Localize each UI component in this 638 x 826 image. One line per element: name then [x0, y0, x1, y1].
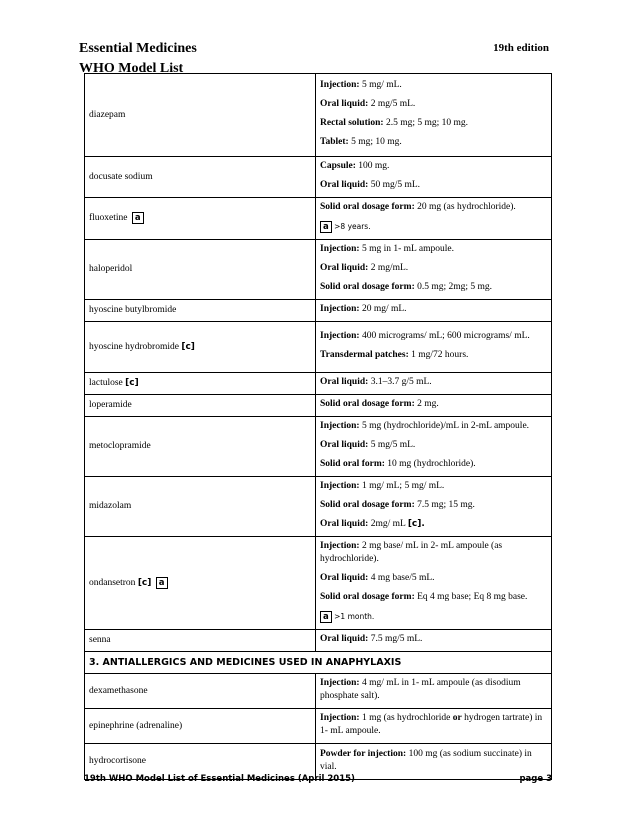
dosage-form-strength: 2 mg base/ mL in 2- mL ampoule (as hydrochloride). — [320, 541, 503, 564]
dosage-form-strength: 4 mg base/5 mL. — [368, 573, 435, 583]
age-restriction-badge: a — [132, 212, 144, 224]
table-row — [85, 630, 552, 652]
dosage-form — [320, 346, 547, 365]
dosage-form-label: Transdermal patches: — [320, 350, 409, 360]
dosage-form-strength: 20 mg (as hydrochloride). — [414, 202, 516, 212]
dosage-form — [320, 436, 547, 455]
table-row — [85, 373, 552, 395]
table-row — [85, 709, 552, 744]
medicine-name-cell — [85, 630, 316, 652]
complementary-list-marker: [c] — [125, 378, 139, 388]
age-restriction-note: >8 years. — [331, 222, 371, 231]
medicine-name: docusate sodium — [89, 171, 153, 182]
table-row — [85, 157, 552, 198]
dosage-forms-cell — [316, 300, 552, 322]
dosage-form-label: Injection: — [320, 421, 360, 431]
dosage-form-strength: 2mg/ mL — [368, 519, 408, 529]
table-row — [85, 240, 552, 300]
age-restriction-badge: a — [156, 577, 168, 589]
medicine-name-cell — [85, 674, 316, 709]
dosage-forms-cell — [316, 198, 552, 240]
medicine-name-cell — [85, 477, 316, 537]
dosage-form-label: Tablet: — [320, 137, 349, 147]
dosage-forms-cell — [316, 477, 552, 537]
table-row — [85, 300, 552, 322]
dosage-form — [320, 133, 547, 152]
dosage-form-label: Injection: — [320, 481, 360, 491]
dosage-form — [320, 588, 547, 607]
dosage-form — [320, 515, 547, 534]
dosage-form-label: Capsule: — [320, 161, 356, 171]
dosage-form-label: Solid oral dosage form: — [320, 202, 415, 212]
document-subtitle: WHO Model List — [79, 61, 184, 76]
medicine-name-cell — [85, 395, 316, 417]
medicine-name-cell — [85, 537, 316, 630]
medicine-name: fluoxetine — [89, 213, 128, 223]
dosage-form-strength: 2.5 mg; 5 mg; 10 mg. — [383, 118, 469, 128]
dosage-form — [320, 95, 547, 114]
dosage-form-strength: 1 mg (as hydrochloride — [359, 713, 453, 723]
dosage-form — [320, 242, 547, 259]
dosage-form-strength: 100 mg. — [355, 161, 390, 171]
dosage-form-strength: 2 mg. — [414, 399, 439, 409]
dosage-form-label: Injection: — [320, 304, 360, 314]
age-restriction-badge: a — [320, 221, 332, 233]
dosage-form — [320, 632, 547, 649]
page-footer — [84, 774, 552, 784]
complementary-list-marker: [c]. — [407, 519, 425, 529]
dosage-forms-cell — [316, 674, 552, 709]
dosage-form — [320, 607, 547, 627]
dosage-forms-cell — [316, 157, 552, 198]
dosage-forms-cell — [316, 74, 552, 157]
medicine-name-cell — [85, 373, 316, 395]
dosage-form-label: Injection: — [320, 80, 360, 90]
dosage-form-strength: 5 mg/5 mL. — [368, 440, 416, 450]
dosage-form-strength: 100 mg (as sodium succinate) in vial. — [320, 748, 532, 772]
dosage-forms-cell — [316, 630, 552, 652]
dosage-form-label: Injection: — [320, 678, 360, 688]
medicine-name-cell — [85, 417, 316, 477]
dosage-form — [320, 711, 547, 741]
medicine-name-cell — [85, 300, 316, 322]
dosage-forms-cell — [316, 373, 552, 395]
dosage-form — [320, 676, 547, 706]
medicine-name: metoclopramide — [89, 441, 151, 451]
dosage-form-label: Injection: — [320, 713, 360, 723]
dosage-form-strength: 4 mg/ mL in 1- mL ampoule (as disodium phosphate salt). — [320, 678, 521, 701]
age-restriction-note: >1 month. — [331, 612, 375, 621]
dosage-forms-cell — [316, 395, 552, 417]
dosage-form — [320, 176, 547, 195]
dosage-form-label: Oral liquid: — [320, 99, 369, 109]
dosage-form-label: Oral liquid: — [320, 377, 369, 387]
dosage-form — [320, 159, 547, 176]
medicine-name-cell — [85, 709, 316, 744]
medicine-name: lactulose — [89, 378, 123, 388]
dosage-form — [320, 747, 547, 777]
table-row — [85, 417, 552, 477]
dosage-form-strength: 400 micrograms/ mL; 600 micrograms/ mL. — [359, 331, 530, 341]
dosage-form-label: Oral liquid: — [320, 634, 369, 644]
dosage-form-label: Injection: — [320, 331, 360, 341]
footer-title: 19th WHO Model List of Essential Medicines (April 2015) — [84, 774, 355, 784]
dosage-forms-cell — [316, 322, 552, 373]
section-heading: 3. ANTIALLERGICS AND MEDICINES USED IN ANAPHYLAXIS — [85, 652, 552, 674]
dosage-form-label: Solid oral dosage form: — [320, 282, 415, 292]
dosage-forms-cell — [316, 240, 552, 300]
dosage-form — [320, 329, 547, 346]
medicine-name: hydrocortisone — [89, 756, 146, 766]
dosage-form — [320, 200, 547, 217]
dosage-form-label: Solid oral dosage form: — [320, 399, 415, 409]
dosage-form-label: Solid oral form: — [320, 459, 385, 469]
dosage-form — [320, 479, 547, 496]
age-restriction-badge: a — [320, 611, 332, 623]
dosage-form-label: Oral liquid: — [320, 180, 369, 190]
dosage-form-strength: Eq 4 mg base; Eq 8 mg base. — [414, 592, 528, 602]
dosage-form-strength: 5 mg/ mL. — [359, 80, 402, 90]
dosage-form-strength: 50 mg/5 mL. — [368, 180, 421, 190]
dosage-form — [320, 496, 547, 515]
dosage-form — [320, 419, 547, 436]
medicine-name: midazolam — [89, 501, 132, 511]
dosage-forms-cell — [316, 417, 552, 477]
dosage-form-label: Powder for injection: — [320, 748, 407, 759]
medicine-name-cell — [85, 322, 316, 373]
medicine-name: diazepam — [89, 109, 126, 120]
table-row — [85, 395, 552, 417]
medicine-name: hyoscine butylbromide — [89, 305, 177, 315]
dosage-form-label: Injection: — [320, 244, 360, 254]
dosage-form — [320, 259, 547, 278]
table-row — [85, 477, 552, 537]
complementary-list-marker: [c] — [137, 577, 152, 588]
dosage-form-strength: 2 mg/5 mL. — [368, 99, 416, 109]
complementary-list-marker: [c] — [181, 341, 195, 352]
medicine-name-cell — [85, 198, 316, 240]
dosage-form — [320, 569, 547, 588]
edition-label: 19th edition — [493, 42, 549, 54]
medicine-name-cell — [85, 240, 316, 300]
dosage-form — [320, 455, 547, 474]
dosage-form-strength: hydrogen tartrate) in 1- mL ampoule. — [320, 713, 543, 736]
section-row — [85, 652, 552, 674]
dosage-form-label: Injection: — [320, 541, 360, 551]
dosage-form-label: Oral liquid: — [320, 519, 369, 529]
dosage-form-strength: 1 mg/72 hours. — [408, 350, 469, 360]
dosage-form-strength: 2 mg/mL. — [368, 263, 409, 273]
medicine-name: dexamethasone — [89, 685, 148, 696]
dosage-form-strength: 20 mg/ mL. — [359, 304, 407, 314]
dosage-form — [320, 78, 547, 95]
dosage-form-strength: 7.5 mg/5 mL. — [368, 634, 423, 644]
dosage-forms-cell — [316, 537, 552, 630]
medicine-name-cell — [85, 74, 316, 157]
table-row — [85, 74, 552, 157]
dosage-form-label: Oral liquid: — [320, 573, 369, 583]
document-title: Essential Medicines — [79, 41, 197, 56]
medicine-name: haloperidol — [89, 264, 133, 274]
medicines-table — [84, 73, 552, 780]
table-row — [85, 322, 552, 373]
dosage-form-strength: 10 mg (hydrochloride). — [384, 459, 476, 469]
table-row — [85, 198, 552, 240]
medicine-name-cell — [85, 157, 316, 198]
table-row — [85, 674, 552, 709]
medicine-name: loperamide — [89, 400, 132, 410]
medicine-name: hyoscine hydrobromide — [89, 341, 179, 352]
medicine-name: epinephrine (adrenaline) — [89, 720, 183, 731]
dosage-form — [320, 278, 547, 297]
medicine-name: ondansetron — [89, 577, 136, 588]
dosage-form-conjunction: or — [452, 713, 462, 723]
dosage-form-label: Oral liquid: — [320, 440, 369, 450]
dosage-form — [320, 375, 547, 392]
dosage-form-strength: 5 mg in 1- mL ampoule. — [359, 244, 454, 254]
dosage-form-strength: 3.1–3.7 g/5 mL. — [368, 377, 432, 387]
medicine-name: senna — [89, 635, 111, 645]
dosage-form — [320, 302, 547, 319]
table-row — [85, 537, 552, 630]
dosage-form-strength: 0.5 mg; 2mg; 5 mg. — [414, 282, 493, 292]
page-number: page 3 — [519, 774, 552, 784]
dosage-form — [320, 114, 547, 133]
dosage-form-label: Solid oral dosage form: — [320, 592, 415, 602]
dosage-forms-cell — [316, 709, 552, 744]
dosage-form — [320, 539, 547, 569]
dosage-form-label: Rectal solution: — [320, 118, 384, 128]
dosage-form — [320, 217, 547, 237]
dosage-form-label: Solid oral dosage form: — [320, 500, 415, 510]
dosage-form-strength: 5 mg (hydrochloride)/mL in 2-mL ampoule. — [359, 421, 530, 431]
dosage-form-strength: 5 mg; 10 mg. — [348, 137, 402, 147]
dosage-form-label: Oral liquid: — [320, 263, 369, 273]
dosage-form-strength: 1 mg/ mL; 5 mg/ mL. — [359, 481, 445, 491]
dosage-form — [320, 397, 547, 414]
dosage-form-strength: 7.5 mg; 15 mg. — [414, 500, 475, 510]
